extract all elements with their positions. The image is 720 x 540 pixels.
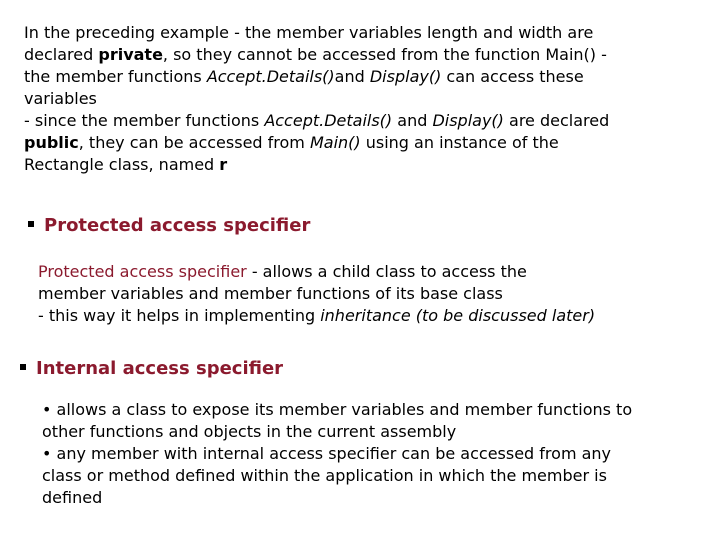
instance-name: r	[219, 155, 228, 174]
internal-line-4: class or method defined within the application in which the member is	[42, 466, 607, 485]
intro-line-5	[24, 110, 609, 132]
protected-line-1	[38, 261, 595, 283]
text: , so they cannot be accessed from the function Main() -	[162, 45, 607, 64]
internal-line-1: • allows a class to expose its member variables and member functions to	[42, 400, 633, 419]
internal-line-5: defined	[42, 488, 103, 507]
intro-line-1	[24, 22, 609, 44]
heading-protected	[28, 215, 310, 236]
protected-line-2	[38, 283, 595, 305]
method-name: Display()	[432, 111, 504, 130]
italic-note: inheritance (to be discussed later)	[320, 306, 596, 325]
text: are declared	[503, 111, 610, 130]
intro-line-2	[24, 44, 609, 66]
protected-paragraph	[38, 261, 595, 327]
heading-internal	[20, 358, 283, 379]
text: member variables and member functions of its base class	[38, 284, 503, 303]
keyword-private: private	[98, 45, 163, 64]
method-name: Accept.Details()	[264, 111, 393, 130]
intro-line-7	[24, 154, 609, 176]
method-name: Accept.Details()	[206, 67, 335, 86]
intro-line-4	[24, 88, 609, 110]
heading-text: Protected access specifier	[44, 215, 311, 236]
text: declared	[24, 45, 99, 64]
text: and	[392, 111, 433, 130]
text: can access these	[441, 67, 584, 86]
internal-line-3: • any member with internal access specifier can be accessed from any	[42, 444, 612, 463]
text: , they can be accessed from	[78, 133, 310, 152]
text: using an instance of the	[360, 133, 559, 152]
square-bullet-icon	[20, 364, 26, 370]
text: In the preceding example - the member variables length and width are	[24, 23, 594, 42]
internal-line-2: other functions and objects in the current assembly	[42, 422, 457, 441]
highlighted-term: Protected access specifier	[38, 262, 247, 281]
intro-paragraph	[24, 22, 609, 176]
heading-text: Internal access specifier	[36, 358, 284, 379]
intro-line-3	[24, 66, 609, 88]
intro-line-6	[24, 132, 609, 154]
text: Rectangle class, named	[24, 155, 220, 174]
keyword-public: public	[24, 133, 79, 152]
square-bullet-icon	[28, 221, 34, 227]
protected-line-3	[38, 305, 595, 327]
text: the member functions	[24, 67, 207, 86]
method-name: Display()	[369, 67, 442, 86]
internal-paragraph	[42, 399, 632, 509]
text: - since the member functions	[24, 111, 265, 130]
text: - this way it helps in implementing	[38, 306, 321, 325]
method-name: Main()	[309, 133, 361, 152]
text: variables	[24, 89, 97, 108]
text: and	[334, 67, 370, 86]
text: - allows a child class to access the	[246, 262, 527, 281]
